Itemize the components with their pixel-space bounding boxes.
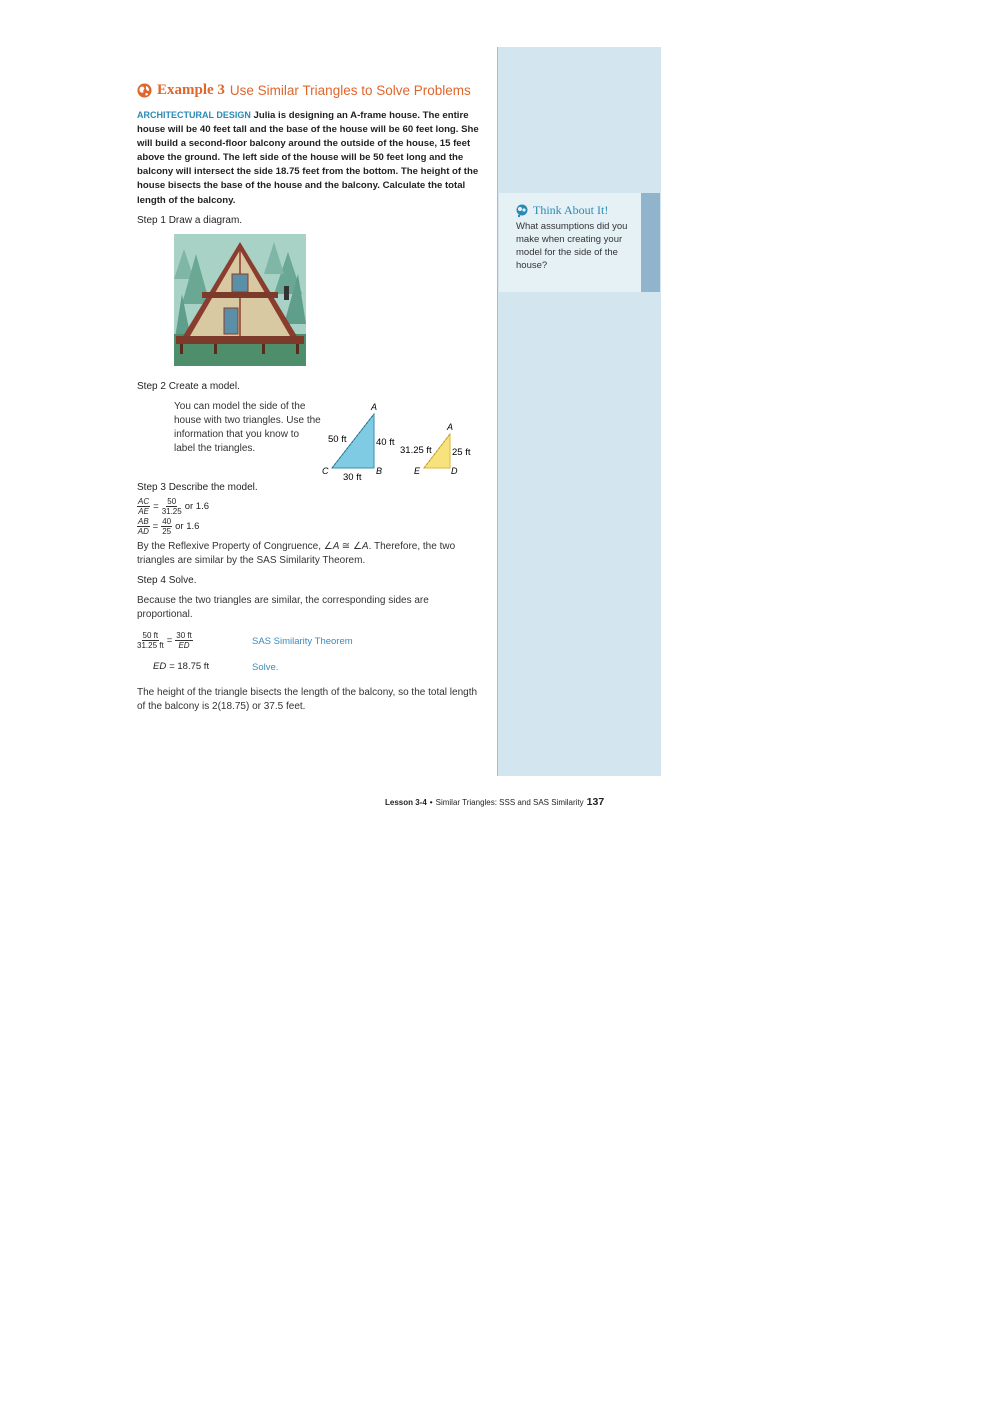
reflexive-statement: By the Reflexive Property of Congruence, ∠A ≅ ∠A. Therefore, the two triangles are similar by the SAS Similarity Theorem. xyxy=(137,541,456,566)
step-4-body: Because the two triangles are similar, the corresponding sides are proportional. xyxy=(137,595,429,620)
proportion-equation: $\frac{50 ft}{31.25 ft}$ = $\frac{30 ft}{ED}$ xyxy=(137,631,192,650)
thought-bubble-icon xyxy=(515,204,529,218)
problem-text: Julia is designing an A-frame house. The entire house will be 40 feet tall and the base of the house will be 60 feet long. She will build a second-floor balcony around the outside of the house, 15 feet above the ground. The left side of the house will be 50 feet long and the balcony will intersect the side 18.75 feet from the bottom. The height of the house bisects the base of the house and the balcony. Calculate the total length of the balcony. xyxy=(137,110,479,206)
large-hyp-label: 50 ft xyxy=(328,434,347,445)
small-vertex-d: D xyxy=(451,466,458,476)
step-1: Step 1 Draw a diagram. xyxy=(137,215,243,226)
large-vertex-a: A xyxy=(371,402,378,412)
reason-solve: Solve. xyxy=(252,662,279,673)
think-about-it-text: What assumptions did you make when creating your model for the side of the house? xyxy=(516,221,628,271)
ratio-ab-ad: $\frac{AB}{AD}$ = $\frac{40}{25}$ or 1.6 xyxy=(137,517,200,536)
example-heading xyxy=(137,82,471,99)
problem-statement xyxy=(137,108,487,208)
sidebar-panel xyxy=(497,47,661,776)
small-vertex-a: A xyxy=(447,422,454,432)
large-base-label: 30 ft xyxy=(343,472,362,483)
example-label: Example 3 xyxy=(157,82,225,98)
similar-triangles-diagram xyxy=(318,398,483,483)
small-vertex-e: E xyxy=(414,466,421,476)
lesson-title: Similar Triangles: SSS and SAS Similarity xyxy=(435,798,584,807)
page-footer: Lesson 3-4 • Similar Triangles: SSS and SAS Similarity 137 xyxy=(385,796,605,808)
page-number: 137 xyxy=(586,796,605,808)
think-about-it-title: Think About It! xyxy=(515,203,608,218)
step-2-body: You can model the side of the house with two triangles. Use the information that you know to label the triangles. xyxy=(174,401,321,454)
ratio-ac-ae: $\frac{AC}{AE}$ = $\frac{50}{31.25}$ or 1.6 xyxy=(138,497,210,516)
sidebar-tab xyxy=(641,193,660,292)
conclusion: The height of the triangle bisects the length of the balcony, so the total length of the balcony is 2(18.75) or 37.5 feet. xyxy=(137,687,478,712)
globe-icon xyxy=(137,83,152,98)
problem-tag: ARCHITECTURAL DESIGN xyxy=(137,110,251,120)
example-title: Use Similar Triangles to Solve Problems xyxy=(229,83,471,98)
large-vertex-c: C xyxy=(322,466,329,476)
large-vertex-b: B xyxy=(376,466,383,476)
small-height-label: 25 ft xyxy=(452,447,471,458)
solution-equation: ED = 18.75 ft xyxy=(153,661,210,672)
lesson-number: Lesson 3-4 xyxy=(385,798,427,807)
small-hyp-label: 31.25 ft xyxy=(400,445,432,456)
large-height-label: 40 ft xyxy=(376,437,395,448)
step-3: Step 3 Describe the model. xyxy=(137,482,258,493)
step-4: Step 4 Solve. xyxy=(137,575,197,586)
reason-sas: SAS Similarity Theorem xyxy=(252,636,353,647)
step-2: Step 2 Create a model. xyxy=(137,381,240,392)
a-frame-house-image xyxy=(174,234,306,366)
